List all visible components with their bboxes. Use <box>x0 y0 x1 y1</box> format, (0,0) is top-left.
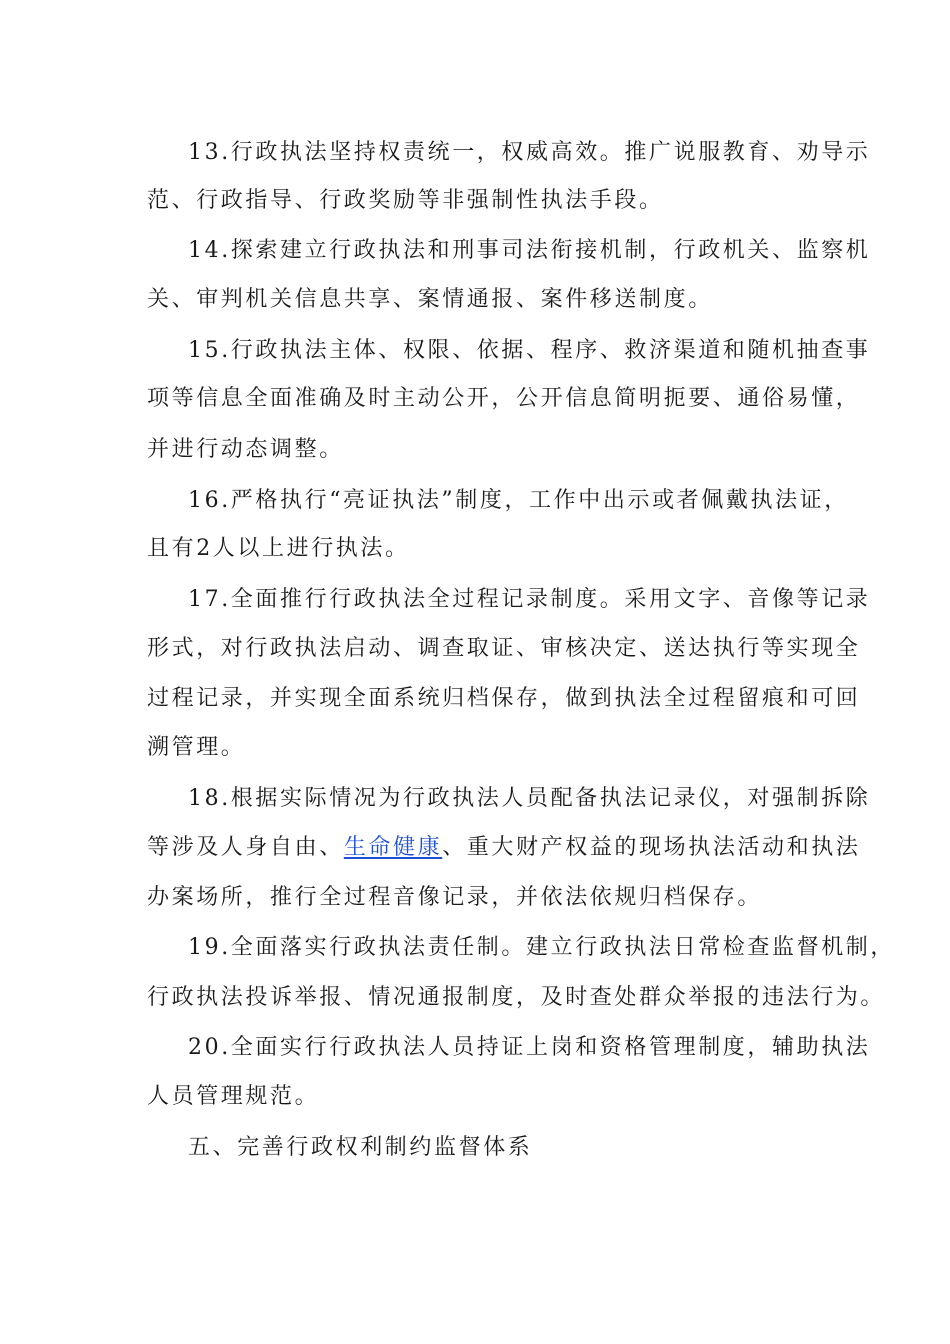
paragraph-15-line-3: 并进行动态调整。 <box>147 437 344 462</box>
paragraph-20-line-2: 人员管理规范。 <box>147 1084 320 1109</box>
paragraph-13-line-2: 范、行政指导、行政奖励等非强制性执法手段。 <box>147 188 664 213</box>
paragraph-19-line-2: 行政执法投诉举报、情况通报制度，及时查处群众举报的违法行为。 <box>147 985 886 1010</box>
paragraph-19-line-1: 19.全面落实行政执法责任制。建立行政执法日常检查监督机制， <box>188 935 895 960</box>
paragraph-17-line-1: 17.全面推行行政执法全过程记录制度。采用文字、音像等记录 <box>188 587 871 612</box>
paragraph-18-line-2 <box>147 834 860 862</box>
life-health-link[interactable]: 生命健康 <box>343 835 443 860</box>
paragraph-16-line-2: 且有2人以上进行执法。 <box>147 536 410 561</box>
section-heading: 五、完善行政权利制约监督体系 <box>188 1135 533 1160</box>
paragraph-15-line-2: 项等信息全面准确及时主动公开，公开信息简明扼要、通俗易懂， <box>147 386 861 411</box>
paragraph-15-line-1: 15.行政执法主体、权限、依据、程序、救济渠道和随机抽查事 <box>188 338 871 363</box>
paragraph-20-line-1: 20.全面实行行政执法人员持证上岗和资格管理制度，辅助执法 <box>188 1035 871 1060</box>
paragraph-18-line-2-before: 等涉及人身自由、 <box>147 835 344 860</box>
paragraph-14-line-1: 14.探索建立行政执法和刑事司法衔接机制，行政机关、监察机 <box>188 238 871 263</box>
paragraph-17-line-4: 溯管理。 <box>147 735 246 760</box>
paragraph-14-line-2: 关、审判机关信息共享、案情通报、案件移送制度。 <box>147 287 713 312</box>
paragraph-13-line-1: 13.行政执法坚持权责统一，权威高效。推广说服教育、劝导示 <box>188 140 871 165</box>
paragraph-17-line-2: 形式，对行政执法启动、调查取证、审核决定、送达执行等实现全 <box>147 636 861 661</box>
paragraph-18-line-2-after: 、重大财产权益的现场执法活动和执法 <box>442 835 861 860</box>
paragraph-16-line-1: 16.严格执行“亮证执法”制度，工作中出示或者佩戴执法证， <box>188 488 849 513</box>
paragraph-17-line-3: 过程记录，并实现全面系统归档保存，做到执法全过程留痕和可回 <box>147 686 861 711</box>
paragraph-18-line-1: 18.根据实际情况为行政执法人员配备执法记录仪，对强制拆除 <box>188 786 871 811</box>
paragraph-18-line-3: 办案场所，推行全过程音像记录，并依法依规归档保存。 <box>147 885 763 910</box>
